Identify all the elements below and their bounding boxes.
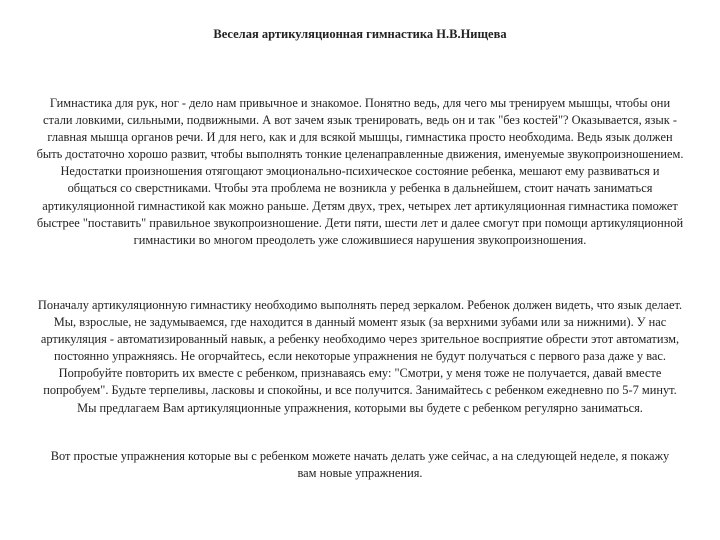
paragraph-intro: Гимнастика для рук, ног - дело нам привычное и знакомое. Понятно ведь, для чего мы тренируем мышцы, чтобы они стали ловкими, сильными, подвижными. А вот зачем язык тренировать, ведь он и так "без костей"? Оказывается, язык - главная мышца органов речи. И для него, как и для всякой мышцы, гимнастика просто необходима. Ведь язык должен быть достаточно хорошо развит, чтобы выполнять тонкие целенаправленные движения, именуемые звукопроизношением. Недостатки произношения отягощают эмоционально-психическое состояние ребенка, мешают ему развиваться и общаться со сверстниками. Чтобы эта проблема не возникла у ребенка в дальнейшем, стоит начать заниматься артикуляционной гимнастикой как можно раньше. Детям двух, трех, четырех лет артикуляционная гимнастика поможет быстрее "поставить" правильное звукопроизношение. Дети пяти, шести лет и далее смогут при помощи артикуляционной гимнастики во многом преодолеть уже сложившиеся нарушения звукопроизношения. — [36, 96, 684, 247]
paragraph-closing: Вот простые упражнения которые вы с ребенком можете начать делать уже сейчас, а на следующей неделе, я покажу вам новые упражнения. — [50, 449, 670, 481]
document-title: Веселая артикуляционная гимнастика Н.В.Нищева — [213, 27, 507, 41]
paragraph-mirror-practice: Поначалу артикуляционную гимнастику необходимо выполнять перед зеркалом. Ребенок должен видеть, что язык делает. Мы, взрослые, не задумываемся, где находится в данный момент язык (за верхними зубами или за нижними). У нас артикуляция - автоматизированный навык, а ребенку необходимо через зрительное восприятие обрести этот автоматизм, постоянно упражняясь. Не огорчайтесь, если некоторые упражнения не будут получаться с первого раза даже у вас. Попробуйте повторить их вместе с ребенком, признаваясь ему: "Смотри, у меня тоже не получается, давай вместе попробуем". Будьте терпеливы, ласковы и спокойны, и все получится. Занимайтесь с ребенком ежедневно по 5-7 минут. Мы предлагаем Вам артикуляционные упражнения, которыми вы будете с ребенком регулярно заниматься. — [37, 298, 683, 415]
